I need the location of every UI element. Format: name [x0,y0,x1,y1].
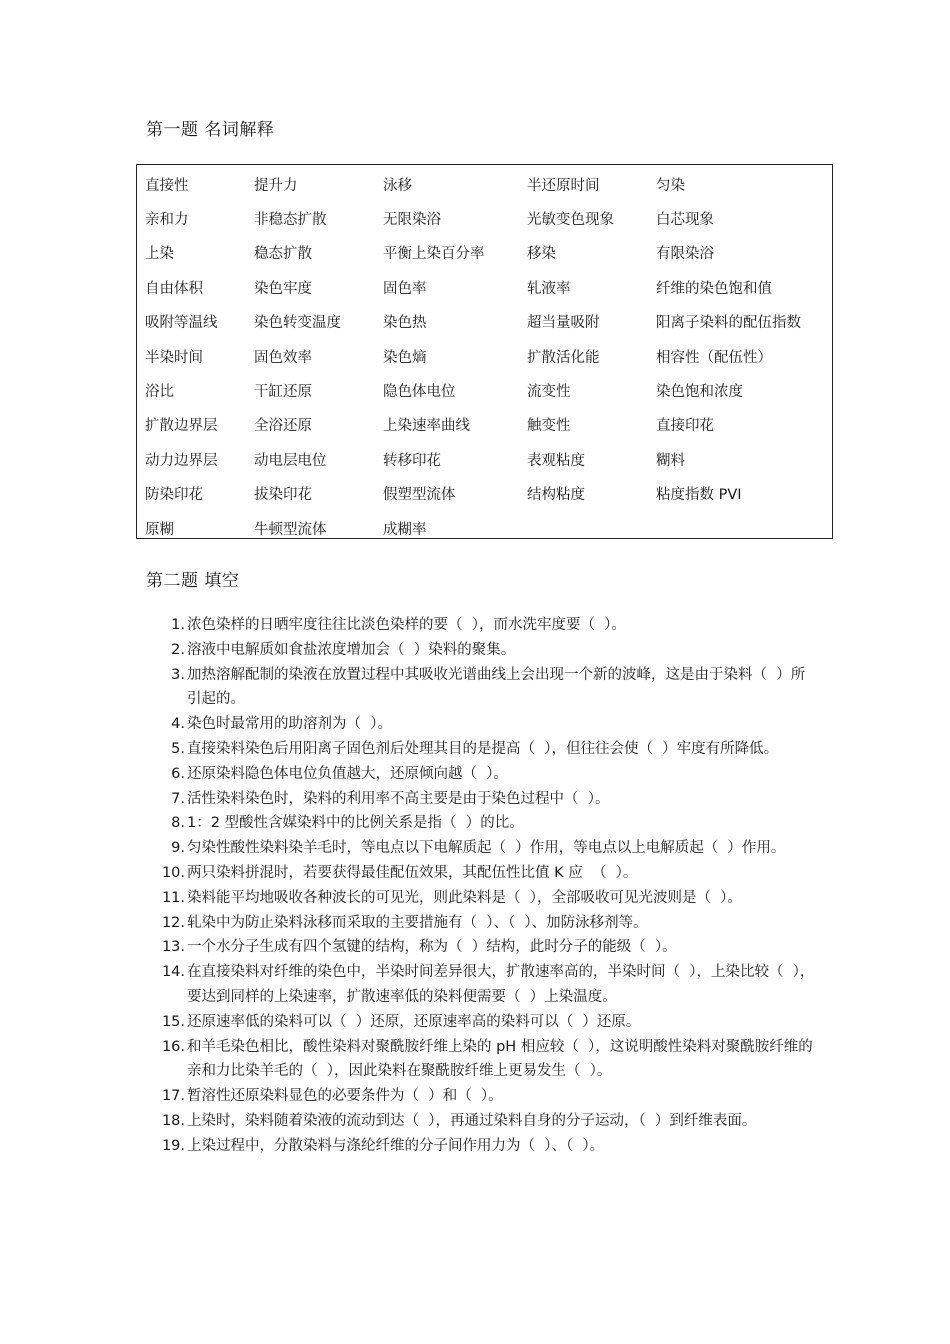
question-number: 9. [171,840,185,857]
term-cell: 触变性 [527,418,571,435]
term-cell: 动力边界层 [145,452,218,469]
term-cell: 移染 [527,246,556,263]
question-number: 5. [171,740,185,757]
question-number: 19. [161,1137,185,1154]
term-cell: 染色牢度 [254,280,312,297]
term-cell: 染色饱和浓度 [656,384,743,401]
question-item [156,613,816,638]
terms-box [136,164,833,539]
term-cell: 固色效率 [254,349,312,366]
term-cell: 结构粘度 [527,487,585,504]
question-item [156,935,816,960]
question-text: 加热溶解配制的染液在放置过程中其吸收光谱曲线上会出现一个新的波峰，这是由于染料（ ）所引起的。 [187,666,806,708]
term-row [145,270,831,304]
term-cell: 假塑型流体 [383,487,456,504]
term-row [145,201,831,235]
term-cell: 隐色体电位 [383,384,456,401]
term-cell [527,511,656,545]
question-text: 轧染中为防止染料泳移而采取的主要措施有（ ）、（ ）、加防泳移剂等。 [187,914,648,931]
term-cell: 染色热 [383,315,427,332]
term-row [145,167,831,201]
question-item [156,1035,816,1085]
question-number: 12. [161,914,185,931]
question-item [156,1134,816,1159]
question-number: 1. [171,617,185,633]
question-text: 染料能平均地吸收各种波长的可见光，则此染料是（ ），全部吸收可见光波则是（ ）。 [187,889,742,906]
term-cell: 半染时间 [145,349,203,366]
question-number: 13. [161,939,185,956]
term-cell: 染色转变温度 [254,315,341,332]
question-item [156,1084,816,1109]
question-number: 7. [171,790,185,807]
term-cell: 半还原时间 [527,177,600,194]
question-number: 2. [171,641,185,658]
question-text: 还原染料隐色体电位负值越大，还原倾向越（ ）。 [187,765,508,782]
term-cell: 阳离子染料的配伍指数 [656,315,801,332]
term-cell: 白芯现象 [656,212,714,229]
question-item [156,1109,816,1134]
term-cell: 光敏变色现象 [527,212,614,229]
question-item [156,737,816,762]
question-item [156,911,816,936]
term-cell: 固色率 [383,280,427,297]
question-text: 匀染性酸性染料染羊毛时，等电点以下电解质起（ ）作用，等电点以上电解质起（ ）作用。 [187,840,786,857]
question-text: 两只染料拼混时，若要获得最佳配伍效果，其配伍性比值 K 应 （ ）。 [187,864,638,881]
question-text: 一个水分子生成有四个氢键的结构，称为（ ）结构，此时分子的能级（ ）。 [187,939,677,956]
question-text: 和羊毛染色相比，酸性染料对聚酰胺纤维上染的 pH 相应较（ ），这说明酸性染料对聚酰胺纤维的亲和力比染羊毛的（ ），因此染料在聚酰胺纤维上更易发生（ ）。 [187,1038,813,1080]
term-cell: 拔染印花 [254,487,312,504]
question-text: 在直接染料对纤维的染色中，半染时间差异很大，扩散速率高的，半染时间（ ），上染比较（ ），要达到同样的上染速率，扩散速率低的染料便需要（ ）上染温度。 [187,964,815,1005]
term-cell: 全浴还原 [254,418,312,435]
question-number: 15. [161,1013,185,1030]
term-cell: 成糊率 [383,521,427,538]
question-number: 4. [171,716,185,733]
question-item [156,712,816,737]
question-item [156,1010,816,1035]
question-item [156,787,816,812]
term-cell: 吸附等温线 [145,315,218,332]
question-text: 上染时，染料随着染液的流动到达（ ），再通过染料自身的分子运动，（ ）到纤维表面。 [187,1112,757,1129]
term-cell: 扩散活化能 [527,349,600,366]
question-text: 还原速率低的染料可以（ ）还原，还原速率高的染料可以（ ）还原。 [187,1013,641,1030]
question-text: 1：2 型酸性含媒染料中的比例关系是指（ ）的比。 [187,815,524,832]
term-cell: 非稳态扩散 [254,212,327,229]
term-cell [656,511,831,545]
term-row [145,477,831,511]
question-item [156,861,816,886]
term-cell: 上染 [145,246,174,263]
term-cell: 转移印花 [383,452,441,469]
terms-table [145,167,831,545]
term-cell: 轧液率 [527,280,571,297]
question-number: 17. [161,1088,185,1105]
term-cell: 亲和力 [145,212,189,229]
question-number: 16. [161,1038,185,1055]
question-text: 上染过程中，分散染料与涤纶纤维的分子间作用力为（ ）、（ ）。 [187,1137,605,1154]
term-cell: 浴比 [145,384,174,401]
question-item [156,762,816,787]
question-item [156,886,816,911]
term-cell: 动电层电位 [254,452,327,469]
term-cell: 提升力 [254,177,298,194]
term-row [145,339,831,373]
term-cell: 平衡上染百分率 [383,246,485,263]
term-cell: 染色熵 [383,349,427,366]
term-cell: 纤维的染色饱和值 [656,280,772,297]
question-number: 10. [161,864,185,881]
term-cell: 匀染 [656,177,685,194]
term-cell: 自由体积 [145,280,203,297]
term-cell: 糊料 [656,452,685,469]
term-cell: 流变性 [527,384,571,401]
term-cell: 扩散边界层 [145,418,218,435]
question-text: 直接染料染色后用阳离子固色剂后处理其目的是提高（ ），但往往会使（ ）牢度有所降低。 [187,740,779,757]
question-text: 浓色染样的日晒牢度往往比淡色染样的要（ ），而水洗牢度要（ ）。 [187,617,626,633]
question-item [156,960,816,1010]
question-number: 8. [171,815,185,832]
term-row [145,442,831,476]
question-item [156,811,816,836]
term-cell: 粘度指数 PVI [656,487,742,504]
section1-title: 第一题 名词解释 [146,120,275,140]
question-list [156,613,816,1159]
term-cell: 无限染浴 [383,212,441,229]
term-cell: 干缸还原 [254,384,312,401]
term-row [145,236,831,270]
term-cell: 表观粘度 [527,452,585,469]
term-cell: 超当量吸附 [527,315,600,332]
term-cell: 直接性 [145,177,189,194]
question-number: 3. [171,666,185,683]
term-cell: 防染印花 [145,487,203,504]
term-row [145,511,831,545]
question-item [156,836,816,861]
question-text: 活性染料染色时，染料的利用率不高主要是由于染色过程中（ ）。 [187,790,610,807]
term-row [145,305,831,339]
term-row [145,408,831,442]
question-text: 溶液中电解质如食盐浓度增加会（ ）染料的聚集。 [187,641,516,658]
section2-title: 第二题 填空 [146,571,240,591]
question-number: 11. [161,889,185,906]
question-item [156,638,816,663]
term-cell: 相容性（配伍性） [656,349,772,366]
term-cell: 原糊 [145,521,174,538]
question-text: 染色时最常用的助溶剂为（ ）。 [187,716,392,733]
question-item [156,663,816,713]
question-number: 18. [161,1112,185,1129]
question-text: 暂溶性还原染料显色的必要条件为（ ）和（ ）。 [187,1088,503,1105]
term-cell: 泳移 [383,177,412,194]
question-number: 6. [171,765,185,782]
term-cell: 有限染浴 [656,246,714,263]
term-cell: 稳态扩散 [254,246,312,263]
question-number: 14. [161,964,185,981]
term-row [145,373,831,407]
term-cell: 直接印花 [656,418,714,435]
term-cell: 牛顿型流体 [254,521,327,538]
term-cell: 上染速率曲线 [383,418,470,435]
